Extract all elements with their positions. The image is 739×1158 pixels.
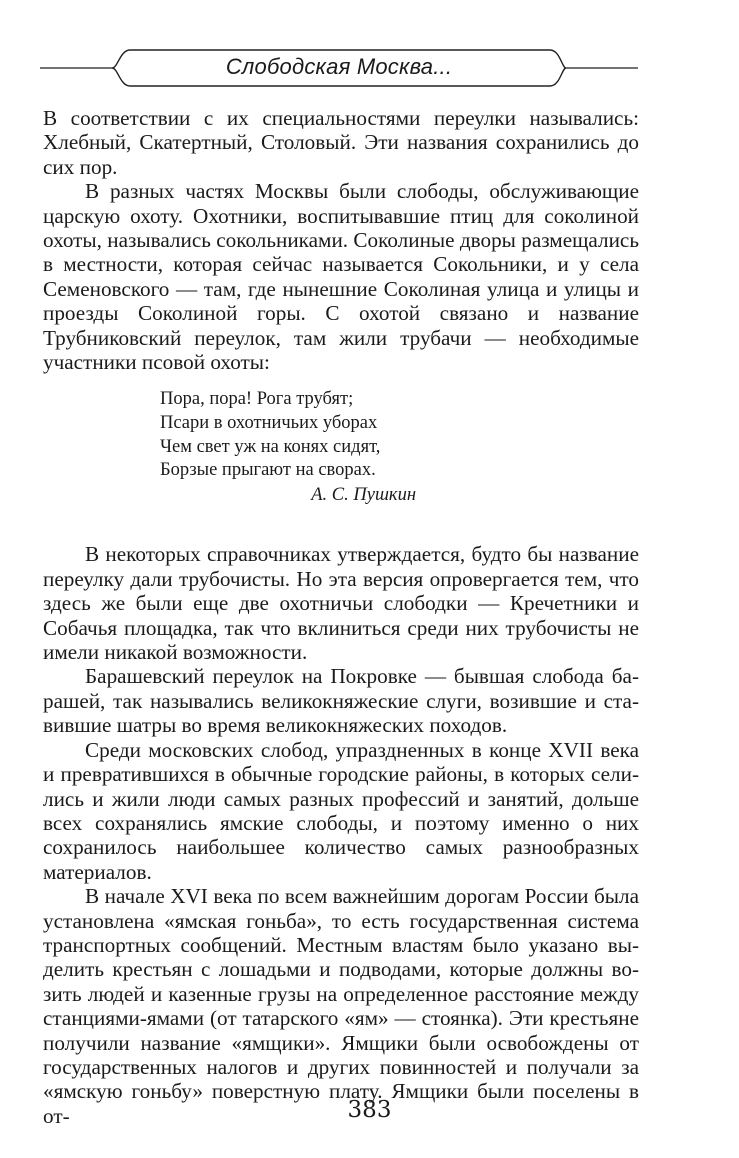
- poem-line-4: Борзые прыгают на сворах.: [160, 460, 376, 481]
- body-text: [43, 106, 639, 1128]
- page-number: 383: [347, 1097, 392, 1123]
- running-header: [40, 48, 638, 88]
- paragraph-1: В соответствии с их специальностями переулки назывались: Хлебный, Скатертный, Столовый. Эти названия сохранились до сих пор.: [43, 106, 639, 179]
- poem-line-2: Псари в охотничьих уборах: [160, 413, 378, 434]
- poem-line-3: Чем свет уж на конях сидят,: [160, 436, 381, 457]
- paragraph-4: Барашевский переулок на Покровке — бывшая слобода барашей, так назывались великокняжеские слуги, возившие и ставившие шатры во время великокняжеских походов.: [43, 664, 639, 738]
- header-title: Слободская Москва...: [225, 54, 453, 79]
- paragraph-3: В некоторых справочниках утверждается, будто бы название переулку дали трубочисты. Но эта версия опровергается тем, что здесь же были еще две охотничьи слободки — Кречетники и Собачья площадка, так что вклиниться среди них трубочисты не имели никакой возможности.: [43, 542, 639, 665]
- poem-epigraph: [160, 388, 639, 507]
- paragraph-2: В разных частях Москвы были слободы, обслуживающие царскую охоту. Охотники, воспитывавшие птиц для соколиной охоты, назывались сокольниками. Соколиные дворы размещались в местности, которая сейчас называется Сокольники, и у села Семеновского — там, где нынешние Соколиная улица и улицы и проезды Соколиной горы. С охотой связано и название Трубниковский переулок, там жили трубачи — необходимые участники псовой охоты:: [43, 179, 639, 375]
- poem-line-1: Пора, пора! Рога трубят;: [160, 389, 354, 410]
- paragraph-6: В начале XVI века по всем важнейшим дорогам России была установлена «ямская гоньба», то есть государственная система транспортных сообщений. Местным властям было указано выделить крестьян с лошадьми и подводами, которые должны возить людей и казенные грузы на определенное расстояние между станциями-ямами (от татарского «ям» — стоянка). Эти крестьяне получили название «ямщики». Ямщики были освобождены от государственных налогов и других повинностей и получали за «ямскую гоньбу» поверстную плату. Ямщики были поселены в от-: [43, 884, 639, 1128]
- paragraph-5: Среди московских слобод, упраздненных в конце XVII века и превратившихся в обычные городские районы, в которых селились и жили люди самых разных профессий и занятий, дольше всех сохранялись ямские слободы, и поэтому именно о них сохранилось наибольшее количество самых разнообразных материалов.: [43, 737, 639, 884]
- poem-author: А. С. Пушкин: [311, 484, 416, 505]
